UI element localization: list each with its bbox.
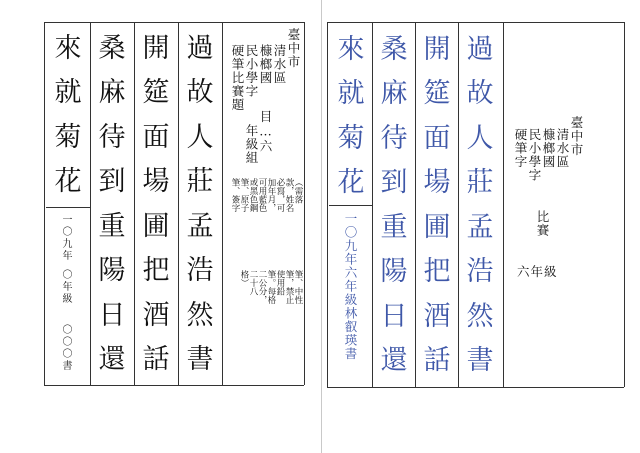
model-character: 浩 [186,255,214,286]
model-character: 陽 [98,255,126,286]
practice-character: 開 [423,33,451,65]
practice-character: 孟 [466,211,494,243]
practice-character: 還 [380,345,408,376]
note-column: 可用藍色 [257,178,267,212]
practice-character: 日 [380,300,408,332]
grid-rule-vertical [304,22,305,385]
note-column: 使用鉛 [275,270,285,296]
model-character: 桑 [98,32,126,64]
note-column: 筆、原子 [239,178,249,212]
title-column: 民小學字 [527,128,542,182]
note-column: 筆。每格 [266,270,276,304]
model-character: 來 [54,32,82,64]
practice-character: 莊 [466,167,494,198]
grid-rule-vertical [624,22,625,387]
practice-character: 人 [466,122,494,154]
model-character: 酒 [142,299,170,331]
model-character: 菊 [54,121,82,153]
grid-rule-vertical [327,22,328,387]
practice-character: 重 [380,211,408,243]
note-column: 必寫，可 [275,178,285,212]
note-column: 二十八 [248,270,258,296]
title-column: 年級組 [244,124,259,165]
note-column: 筆，禁止 [284,270,294,304]
model-character: 然 [186,299,214,331]
title-column: 清水區 [272,44,287,85]
signature-part: 〇年級 [60,269,71,305]
note-column: 或黑色鋼 [248,178,258,212]
practice-character: 圃 [423,211,451,243]
practice-character: 就 [337,78,365,109]
title-column: 民小學字 [244,44,259,98]
model-character: 日 [98,299,126,331]
title-column: 比賽 [535,210,550,237]
grid-rule-horizontal [329,205,372,206]
title-column: 槺榔國 [541,128,556,169]
grade-label: 六年級 [517,264,558,279]
title-column: 硬筆比賽題 [230,44,245,112]
practice-character: 書 [466,345,494,376]
title-column: 清水區 [555,128,570,169]
model-character: 花 [54,166,82,197]
note-column: 二公分， [257,270,267,304]
note-column: 加年月， [266,178,276,212]
practice-character: 來 [337,33,365,65]
grid-rule-horizontal [327,387,624,388]
grid-rule-horizontal [44,385,304,386]
practice-character: 面 [423,122,451,154]
grid-rule-horizontal [44,22,304,23]
practice-character: 菊 [337,122,365,154]
grid-rule-vertical [503,22,504,387]
grid-rule-vertical [222,22,223,385]
model-character: 筵 [142,77,170,108]
note-column: 格） [239,270,249,287]
practice-character: 麻 [380,78,408,109]
model-character: 莊 [186,166,214,197]
practice-character: 酒 [423,300,451,332]
grid-rule-vertical [44,22,45,385]
right-practice-sheet [321,0,640,453]
practice-character: 故 [466,78,494,109]
title-column: 臺中市 [569,116,584,157]
note-column: 款，姓名 [284,178,294,212]
note-column: 筆、中性 [293,270,303,304]
model-character: 就 [54,77,82,108]
signature-part: 〇〇〇書 [60,324,71,372]
title-column: 硬筆字 [513,128,528,169]
student-signature: 一〇九年六年級林叡瑛書 [343,212,358,361]
note-column: 筆、簽字 [230,178,240,212]
model-character: 書 [186,344,214,375]
model-character: 重 [98,210,126,242]
model-character: 話 [142,344,170,375]
model-character: 場 [142,166,170,197]
model-character: 面 [142,121,170,153]
model-character: 故 [186,77,214,108]
practice-character: 然 [466,300,494,332]
practice-character: 到 [380,167,408,198]
model-character: 麻 [98,77,126,108]
practice-character: 桑 [380,33,408,65]
grid-rule-horizontal [46,207,90,208]
practice-character: 場 [423,167,451,198]
note-column: （需落 [293,178,303,204]
practice-character: 待 [380,122,408,154]
practice-character: 把 [423,256,451,287]
model-character: 還 [98,344,126,375]
practice-character: 浩 [466,256,494,287]
model-character: 開 [142,32,170,64]
practice-character: 陽 [380,256,408,287]
practice-character: 筵 [423,78,451,109]
title-column: 槺榔國 [258,44,273,85]
title-column: 目…六 [258,110,273,153]
title-column: 臺中市 [286,28,301,69]
model-character: 過 [186,32,214,64]
practice-character: 過 [466,33,494,65]
practice-character: 花 [337,167,365,198]
signature-part: 一〇九年 [60,214,71,262]
model-character: 待 [98,121,126,153]
model-character: 把 [142,255,170,286]
model-character: 人 [186,121,214,153]
model-character: 圃 [142,210,170,242]
practice-character: 話 [423,345,451,376]
model-character: 孟 [186,210,214,242]
model-character: 到 [98,166,126,197]
